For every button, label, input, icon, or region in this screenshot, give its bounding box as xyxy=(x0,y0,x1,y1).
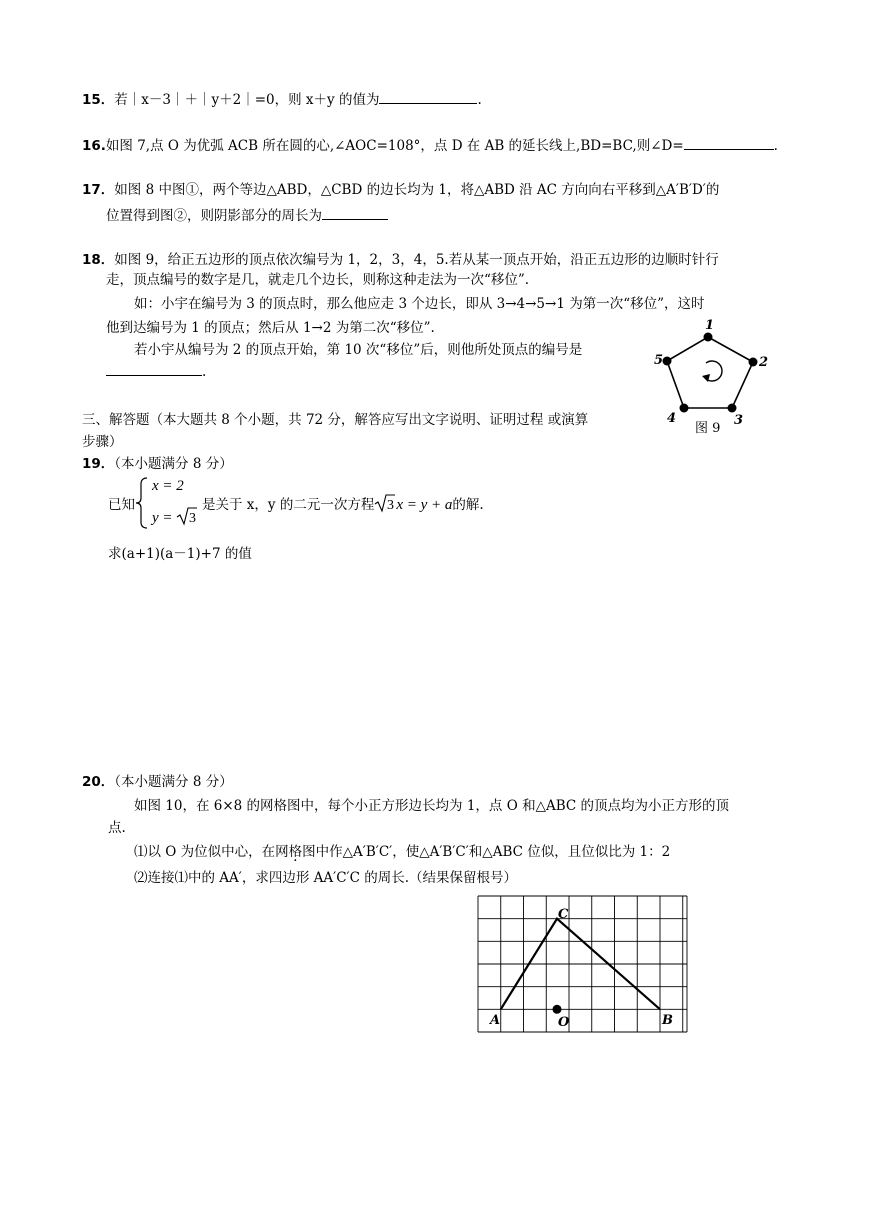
question-number: 18． xyxy=(82,252,115,268)
sqrt3-radical-icon xyxy=(176,506,198,526)
sqrt3-radical-icon xyxy=(374,493,396,513)
pentagon-outline xyxy=(667,337,753,408)
question-17-line2 xyxy=(106,204,388,224)
question-text: 如图 7,点 O 为优弧 ACB 所在圆的心,∠AOC=108°，点 D 在 AB 的延长线上,BD=BC,则∠D= xyxy=(105,138,684,154)
known-label: 已知 xyxy=(108,497,135,513)
part1-prefix: ⑴以 O 为位似中心，在 xyxy=(134,844,276,860)
svg-text:3: 3 xyxy=(189,511,197,526)
answer-blank xyxy=(684,136,774,150)
point-o-dot xyxy=(553,1005,562,1014)
question-20-line1: 如图 10，在 6×8 的网格图中，每个小正方形边长均为 1，点 O 和△ABC 的顶点均为小正方形的顶 xyxy=(134,798,729,814)
grid-lines xyxy=(478,896,687,1032)
period: . xyxy=(202,364,207,380)
question-number: 17． xyxy=(82,182,115,198)
question-15 xyxy=(82,88,482,108)
question-18-line6 xyxy=(106,362,206,380)
question-number: 20． xyxy=(82,774,115,790)
svg-text:3: 3 xyxy=(387,498,395,513)
answer-blank xyxy=(379,90,477,104)
system-eq2-lhs: y = xyxy=(152,510,177,526)
label-c: C xyxy=(558,907,569,922)
vertex-label-1: 1 xyxy=(705,318,715,333)
vertex-label-3: 3 xyxy=(734,413,744,428)
question-18-line5: 若小宇从编号为 2 的顶点开始，第 10 次“移位”后，则他所处顶点的编号是 xyxy=(134,342,583,358)
answer-blank xyxy=(106,362,202,376)
question-17 xyxy=(82,178,719,198)
label-o: O xyxy=(558,1015,570,1030)
question-header: （本小题满分 8 分） xyxy=(114,774,233,790)
question-text: 若｜x－3｜＋｜y＋2｜=0，则 x＋y 的值为 xyxy=(114,92,380,108)
statement-middle: 是关于 x，y 的二元一次方程 xyxy=(202,497,375,513)
vertex-label-4: 4 xyxy=(667,411,677,426)
question-18-line4: 他到达编号为 1 的顶点；然后从 1→2 为第二次“移位”. xyxy=(106,320,435,336)
section-3-heading-line2: 步骤） xyxy=(82,434,123,450)
vertex-label-2: 2 xyxy=(759,355,769,370)
section-3-heading-line1: 三、解答题（本大题共 8 个小题，共 72 分，解答应写出文字说明、证明过程 或演算 xyxy=(82,412,589,428)
question-19 xyxy=(82,452,233,472)
figure-9-pentagon xyxy=(650,316,780,440)
system-equation-2 xyxy=(152,506,198,527)
question-number: 16. xyxy=(82,138,106,154)
vertex-5-dot xyxy=(663,357,672,366)
figure-9-caption: 图 9 xyxy=(695,421,721,436)
vertex-4-dot xyxy=(680,404,689,413)
label-a: A xyxy=(490,1013,501,1028)
period: . xyxy=(773,138,778,154)
label-b: B xyxy=(662,1013,673,1028)
question-18-line3: 如：小宇在编号为 3 的顶点时，那么他应走 3 个边长，即从 3→4→5→1 为第一次“移位”，这时 xyxy=(134,296,705,312)
question-20-part2: ⑵连接⑴中的 AA′，求四边形 AA′C′C 的周长.（结果保留根号） xyxy=(134,870,518,886)
system-equation-1: x = 2 xyxy=(152,478,184,494)
vertex-1-dot xyxy=(704,333,713,342)
equation: x = y + a xyxy=(396,497,453,513)
vertex-3-dot xyxy=(728,404,737,413)
question-number: 19． xyxy=(82,456,115,472)
question-18-line2: 走，顶点编号的数字是几，就走几个边长，则称这种走法为一次“移位”. xyxy=(106,272,530,288)
question-text-line1: 如图 9，给正五边形的顶点依次编号为 1，2，3，4，5.若从某一顶点开始，沿正五边形的边顺时针行 xyxy=(114,252,719,268)
question-text-line2: 位置得到图②，则阴影部分的周长为 xyxy=(106,208,322,224)
part1-suffix: 中作△A′B′C′，使△A′B′C′和△ABC 位似，且位似比为 1：2 xyxy=(315,844,671,860)
question-19-statement xyxy=(202,493,484,514)
question-18 xyxy=(82,248,719,268)
vertex-2-dot xyxy=(749,358,758,367)
question-16 xyxy=(82,134,778,154)
brace-icon xyxy=(135,476,149,530)
statement-tail: 的解. xyxy=(452,497,484,513)
question-20-part1 xyxy=(134,840,670,860)
figure-10-grid xyxy=(470,890,694,1040)
question-header: （本小题满分 8 分） xyxy=(114,456,233,472)
vertex-label-5: 5 xyxy=(654,353,664,368)
question-text-line1: 如图 8 中图①，两个等边△ABD，△CBD 的边长均为 1，将△ABD 沿 AC 方向向右平移到△A′B′D′的 xyxy=(114,182,720,198)
answer-blank xyxy=(322,206,388,220)
question-20-line2: 点. xyxy=(108,820,126,836)
question-19-ask: 求(a+1)(a－1)+7 的值 xyxy=(108,546,252,562)
question-number: 15． xyxy=(82,92,115,108)
part1-emphasis: 网格图 xyxy=(275,844,316,860)
question-20 xyxy=(82,770,233,790)
period: . xyxy=(477,92,482,108)
